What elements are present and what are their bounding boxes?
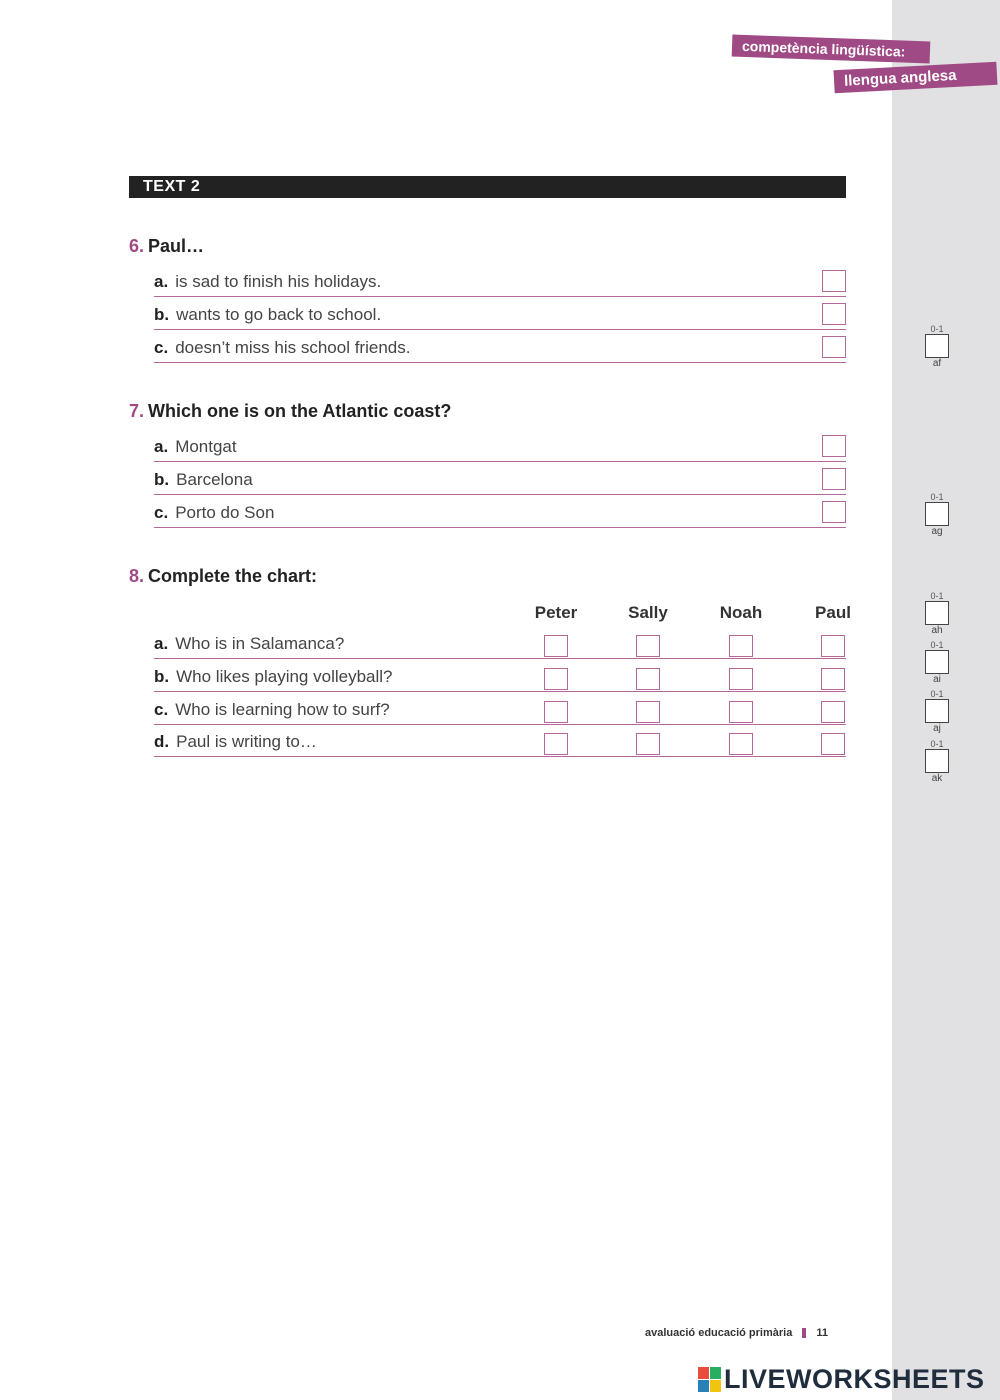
q7-c-checkbox[interactable] xyxy=(822,501,846,523)
score-af: 0-1 af xyxy=(924,324,950,369)
question-7-title: 7. Which one is on the Atlantic coast? xyxy=(129,401,452,421)
q8-row-b: b. Who likes playing volleyball? xyxy=(154,667,846,692)
q7-option-a: a. Montgat xyxy=(154,437,846,462)
q7-a-checkbox[interactable] xyxy=(822,435,846,457)
score-aj-box[interactable] xyxy=(925,699,949,723)
q7-option-c: c. Porto do Son xyxy=(154,503,846,528)
q8-a-paul-checkbox[interactable] xyxy=(821,635,845,657)
q8-row-a: a. Who is in Salamanca? xyxy=(154,634,846,659)
score-ag-box[interactable] xyxy=(925,502,949,526)
q6-option-c: c. doesn’t miss his school friends. xyxy=(154,338,846,363)
q8-b-peter-checkbox[interactable] xyxy=(544,668,568,690)
q8-c-peter-checkbox[interactable] xyxy=(544,701,568,723)
column-peter: Peter xyxy=(534,603,578,622)
q8-b-paul-checkbox[interactable] xyxy=(821,668,845,690)
q6-option-a: a. is sad to finish his holidays. xyxy=(154,272,846,297)
score-aj: 0-1 aj xyxy=(924,689,950,734)
page-number: 11 xyxy=(816,1327,828,1339)
subject-tag-line2: llengua anglesa xyxy=(834,62,998,93)
q8-a-noah-checkbox[interactable] xyxy=(729,635,753,657)
score-ak-box[interactable] xyxy=(925,749,949,773)
subject-tag-line1: competència lingüística: xyxy=(732,35,931,64)
q8-d-sally-checkbox[interactable] xyxy=(636,733,660,755)
column-paul: Paul xyxy=(815,603,851,622)
q8-d-noah-checkbox[interactable] xyxy=(729,733,753,755)
column-sally: Sally xyxy=(628,603,668,622)
score-af-box[interactable] xyxy=(925,334,949,358)
column-noah: Noah xyxy=(719,603,763,622)
score-ai-box[interactable] xyxy=(925,650,949,674)
score-ai: 0-1 ai xyxy=(924,640,950,685)
q6-c-checkbox[interactable] xyxy=(822,336,846,358)
section-title: TEXT 2 xyxy=(143,178,201,195)
score-ak: 0-1 ak xyxy=(924,739,950,784)
q6-option-b: b. wants to go back to school. xyxy=(154,305,846,330)
q8-b-sally-checkbox[interactable] xyxy=(636,668,660,690)
q8-c-noah-checkbox[interactable] xyxy=(729,701,753,723)
question-6-title: 6. Paul… xyxy=(129,236,205,256)
q8-b-noah-checkbox[interactable] xyxy=(729,668,753,690)
q8-c-paul-checkbox[interactable] xyxy=(821,701,845,723)
q8-a-peter-checkbox[interactable] xyxy=(544,635,568,657)
footer-separator xyxy=(802,1328,806,1338)
score-ag: 0-1 ag xyxy=(924,492,950,537)
score-ah-box[interactable] xyxy=(925,601,949,625)
q8-row-d: d. Paul is writing to… xyxy=(154,732,846,757)
q8-d-paul-checkbox[interactable] xyxy=(821,733,845,755)
question-8-title: 8. Complete the chart: xyxy=(129,566,318,586)
q8-c-sally-checkbox[interactable] xyxy=(636,701,660,723)
q6-b-checkbox[interactable] xyxy=(822,303,846,325)
q8-a-sally-checkbox[interactable] xyxy=(636,635,660,657)
section-bar xyxy=(129,176,846,198)
score-ah: 0-1 ah xyxy=(924,591,950,636)
logo-text: LIVEWORKSHEETS xyxy=(724,1363,985,1394)
q8-row-c: c. Who is learning how to surf? xyxy=(154,700,846,725)
liveworksheets-logo xyxy=(698,1364,985,1394)
q7-option-b: b. Barcelona xyxy=(154,470,846,495)
logo-blocks-icon xyxy=(698,1367,721,1392)
q8-d-peter-checkbox[interactable] xyxy=(544,733,568,755)
q6-a-checkbox[interactable] xyxy=(822,270,846,292)
page-footer: avaluació educació primària 11 xyxy=(645,1327,828,1339)
q7-b-checkbox[interactable] xyxy=(822,468,846,490)
